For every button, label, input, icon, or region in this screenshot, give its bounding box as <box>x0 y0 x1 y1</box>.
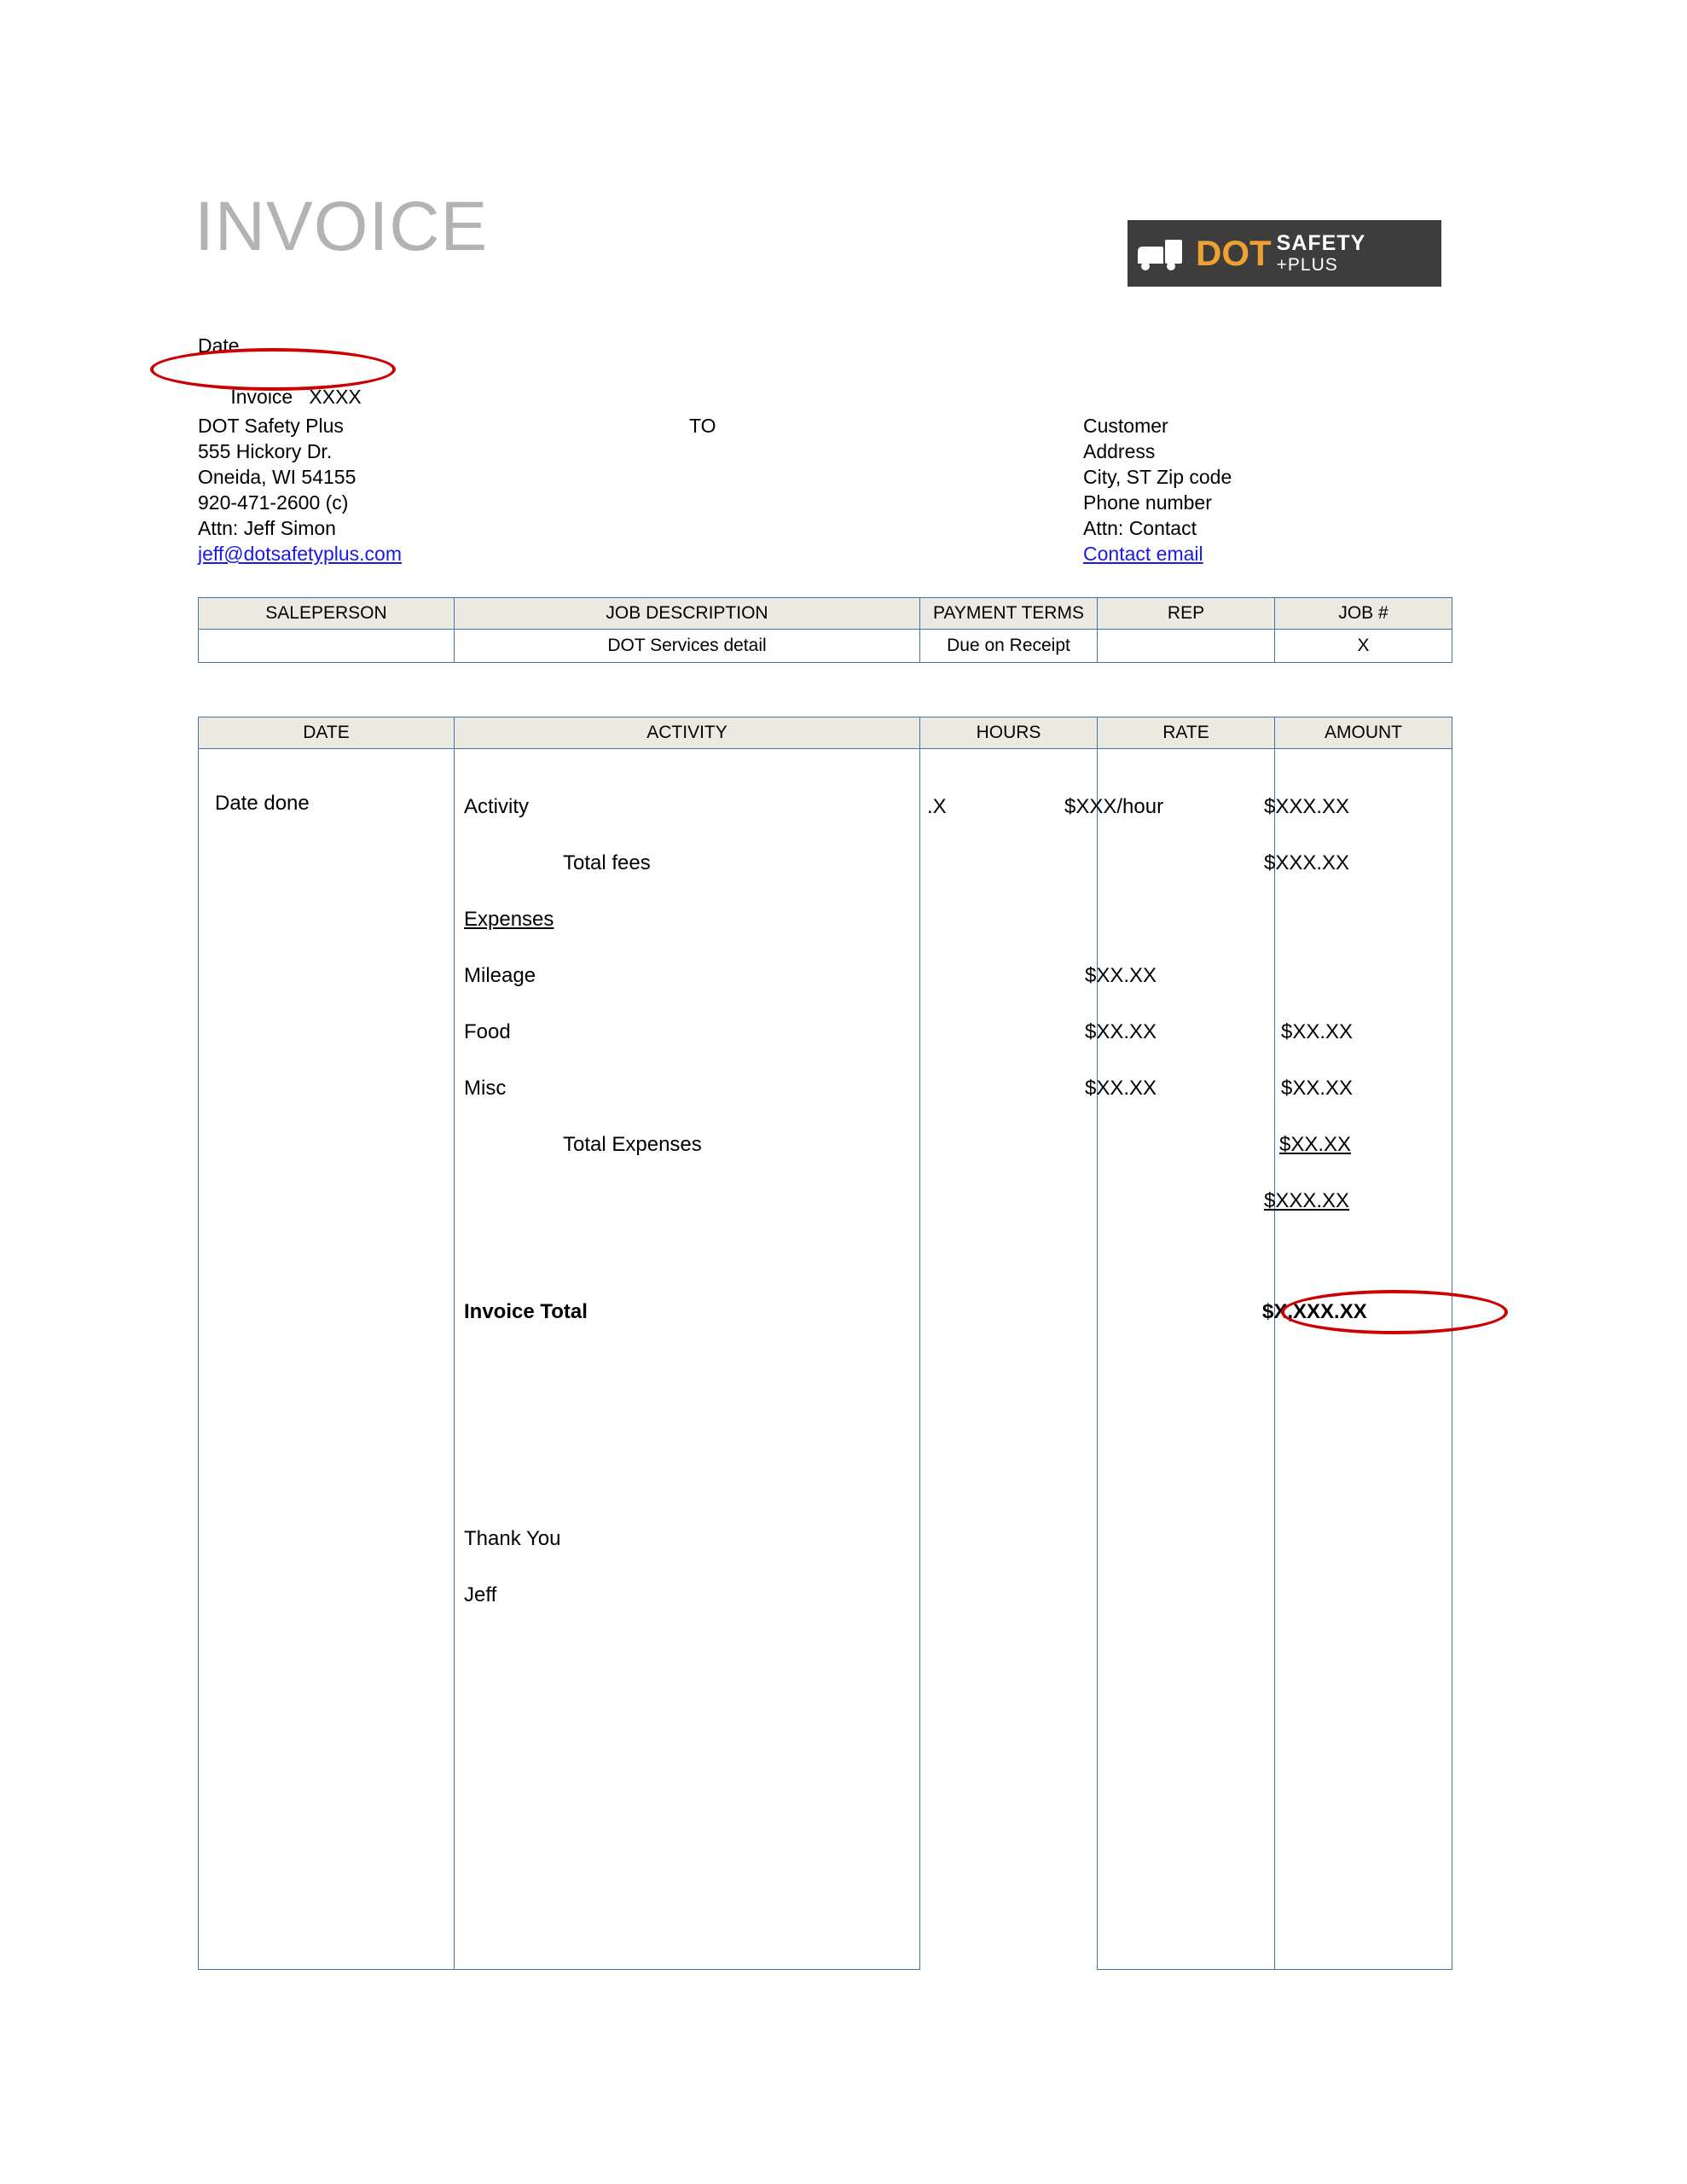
logo-dot-text: DOT <box>1196 233 1272 273</box>
sender-city-state-zip: Oneida, WI 54155 <box>198 466 357 488</box>
invoice-total-amount: $X,XXX.XX <box>1262 1300 1367 1323</box>
header-hours: HOURS <box>920 717 1098 749</box>
row-2-activity: Total fees <box>563 851 651 874</box>
recipient-attn: Attn: Contact <box>1083 517 1197 539</box>
row-1-amount: $XXX.XX <box>1264 795 1350 818</box>
header-amount: AMOUNT <box>1275 717 1452 749</box>
row-1-date: Date done <box>215 792 310 815</box>
sender-name: DOT Safety Plus <box>198 415 344 437</box>
row-4-rate: $XX.XX <box>1085 964 1157 987</box>
logo-plus-text: +PLUS <box>1276 255 1338 275</box>
recipient-name: Customer <box>1083 415 1168 437</box>
date-label: Date <box>198 334 240 357</box>
value-saleperson <box>199 630 455 663</box>
page-title: INVOICE <box>194 188 489 265</box>
row-7-amount: $XX.XX <box>1279 1133 1352 1156</box>
recipient-phone: Phone number <box>1083 491 1212 514</box>
value-job-number: X <box>1275 630 1452 663</box>
closing-text: Thank You <box>464 1527 561 1550</box>
header-rate: RATE <box>1098 717 1275 749</box>
header-saleperson: SALEPERSON <box>199 598 455 630</box>
recipient-address: Address <box>1083 440 1156 462</box>
row-4-activity: Mileage <box>464 964 536 987</box>
row-6-amount: $XX.XX <box>1281 1077 1354 1100</box>
sender-attn: Attn: Jeff Simon <box>198 517 336 539</box>
row-8-amount: $XXX.XX <box>1264 1189 1350 1212</box>
invoice-total-label: Invoice Total <box>464 1300 588 1323</box>
logo-safety-text: SAFETY <box>1276 231 1366 255</box>
to-label: TO <box>689 415 716 437</box>
table-row <box>199 630 1452 663</box>
row-3-activity: Expenses <box>464 908 554 931</box>
invoice-label: Invoice <box>230 386 293 408</box>
row-6-rate: $XX.XX <box>1085 1077 1157 1100</box>
sender-address-block <box>198 413 402 566</box>
row-1-rate: $XXX/hour <box>1064 795 1164 818</box>
row-2-amount: $XXX.XX <box>1264 851 1350 874</box>
truck-icon <box>1136 235 1191 272</box>
recipient-email-link[interactable]: Contact email <box>1083 543 1203 565</box>
line-items-content <box>198 717 1452 1971</box>
value-rep <box>1098 630 1275 663</box>
row-7-activity: Total Expenses <box>563 1133 702 1156</box>
row-5-amount: $XX.XX <box>1281 1020 1354 1043</box>
header-rep: REP <box>1098 598 1275 630</box>
header-payment-terms: PAYMENT TERMS <box>920 598 1098 630</box>
row-1-hours: .X <box>927 795 947 818</box>
recipient-city-state-zip: City, ST Zip code <box>1083 466 1232 488</box>
header-job-number: JOB # <box>1275 598 1452 630</box>
sender-email-link[interactable]: jeff@dotsafetyplus.com <box>198 543 402 565</box>
row-5-activity: Food <box>464 1020 511 1043</box>
sender-street: 555 Hickory Dr. <box>198 440 333 462</box>
header-activity: ACTIVITY <box>455 717 920 749</box>
signature: Jeff <box>464 1583 497 1606</box>
value-payment-terms: Due on Receipt <box>920 630 1098 663</box>
header-job-description: JOB DESCRIPTION <box>455 598 920 630</box>
table-header-row <box>199 598 1452 630</box>
value-job-description: DOT Services detail <box>455 630 920 663</box>
row-5-rate: $XX.XX <box>1085 1020 1157 1043</box>
invoice-number: XXXX <box>309 386 362 408</box>
company-logo <box>1128 220 1441 287</box>
row-6-activity: Misc <box>464 1077 507 1100</box>
sender-phone: 920-471-2600 (c) <box>198 491 349 514</box>
job-info-table <box>198 597 1452 663</box>
row-1-activity: Activity <box>464 795 530 818</box>
header-date: DATE <box>199 717 455 749</box>
recipient-address-block <box>1083 413 1232 566</box>
